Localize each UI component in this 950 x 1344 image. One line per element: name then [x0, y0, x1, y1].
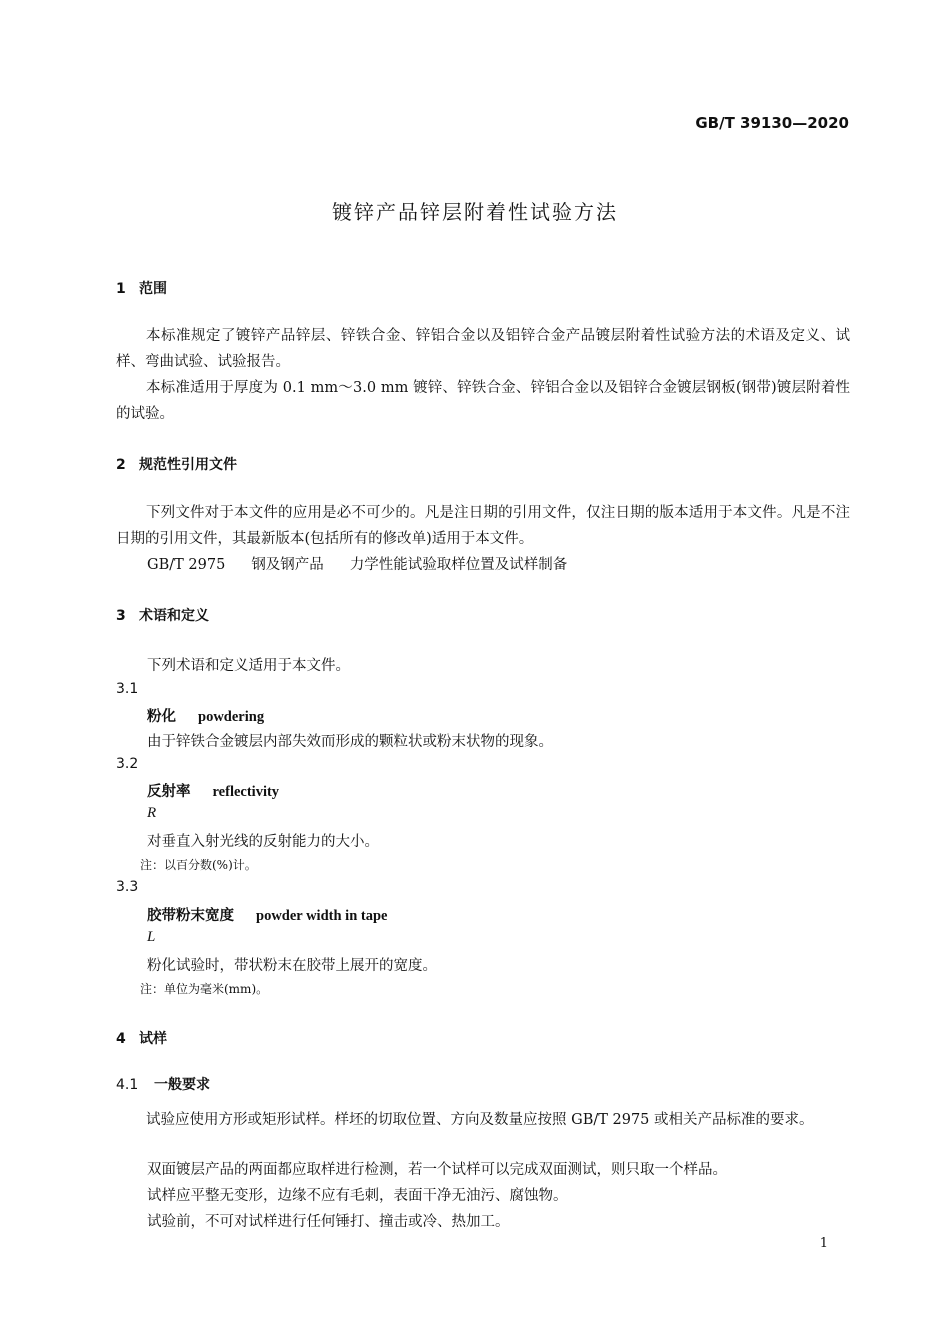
section-2-paragraph-1: 下列文件对于本文件的应用是必不可少的。凡是注日期的引用文件，仅注日期的版本适用于本文件。凡是不注日期的引用文件，其最新版本(包括所有的修改单)适用于本文件。: [116, 505, 850, 547]
document-title: 镀锌产品锌层附着性试验方法: [332, 200, 618, 224]
subsection-title: 一般要求: [154, 1077, 210, 1093]
section-4-paragraph-1: 试验应使用方形或矩形试样。样坯的切取位置、方向及数量应按照 GB/T 2975 或相关产品标准的要求。: [146, 1112, 814, 1128]
section-4-paragraph-3: 试样应平整无变形，边缘不应有毛刺，表面干净无油污、腐蚀物。: [147, 1188, 568, 1204]
reference-title-b: 力学性能试验取样位置及试样制备: [349, 557, 568, 573]
term-zh: 胶带粉末宽度: [147, 908, 234, 924]
term-en: powder width in tape: [256, 908, 388, 924]
subsection-number: 4.1: [116, 1077, 139, 1093]
section-1-paragraph-2: 本标准适用于厚度为 0.1 mm～3.0 mm 镀锌、锌铁合金、锌铝合金以及铝锌合金镀层钢板(钢带)镀层附着性的试验。: [116, 380, 850, 422]
section-2-heading: [116, 454, 237, 474]
term-definition: 对垂直入射光线的反射能力的大小。: [147, 834, 379, 850]
term-entry: [147, 705, 264, 726]
term-symbol: R: [147, 805, 157, 821]
section-title: 范围: [139, 281, 167, 297]
term-note: 注：单位为毫米(mm)。: [140, 982, 269, 996]
section-4-paragraph-4: 试验前，不可对试样进行任何锤打、撞击或冷、热加工。: [147, 1214, 510, 1230]
section-number: 4: [116, 1031, 126, 1047]
section-3-heading: [116, 605, 209, 625]
term-note: 注：以百分数(%)计。: [140, 858, 257, 872]
term-entry: [147, 780, 279, 801]
standard-number: GB/T 39130—2020: [695, 114, 849, 132]
term-symbol: L: [147, 929, 156, 945]
subsection-4-1-heading: [116, 1074, 210, 1094]
section-number: 2: [116, 457, 126, 473]
section-title: 试样: [139, 1031, 167, 1047]
term-zh: 反射率: [147, 784, 191, 800]
page-number: 1: [819, 1236, 828, 1251]
term-number: 3.3: [116, 879, 139, 895]
term-number: 3.2: [116, 756, 139, 772]
normative-reference: [147, 553, 567, 574]
section-4-heading: [116, 1028, 167, 1048]
section-1-paragraph-1: 本标准规定了镀锌产品锌层、锌铁合金、锌铝合金以及铝锌合金产品镀层附着性试验方法的术语及定义、试样、弯曲试验、试验报告。: [116, 328, 850, 370]
term-number: 3.1: [116, 681, 139, 697]
term-definition: 由于锌铁合金镀层内部失效而形成的颗粒状或粉末状物的现象。: [147, 734, 553, 750]
section-title: 规范性引用文件: [139, 457, 237, 473]
term-zh: 粉化: [147, 709, 176, 725]
term-en: powdering: [198, 709, 265, 725]
reference-title-a: 钢及钢产品: [251, 557, 324, 573]
reference-code: GB/T 2975: [147, 557, 226, 573]
term-definition: 粉化试验时，带状粉末在胶带上展开的宽度。: [147, 958, 437, 974]
section-title: 术语和定义: [139, 608, 209, 624]
term-entry: [147, 904, 387, 925]
term-en: reflectivity: [212, 784, 280, 800]
section-1-heading: [116, 278, 167, 298]
section-number: 3: [116, 608, 126, 624]
section-number: 1: [116, 281, 126, 297]
section-4-paragraph-2: 双面镀层产品的两面都应取样进行检测，若一个试样可以完成双面测试，则只取一个样品。: [147, 1162, 727, 1178]
terms-intro: 下列术语和定义适用于本文件。: [147, 658, 350, 674]
